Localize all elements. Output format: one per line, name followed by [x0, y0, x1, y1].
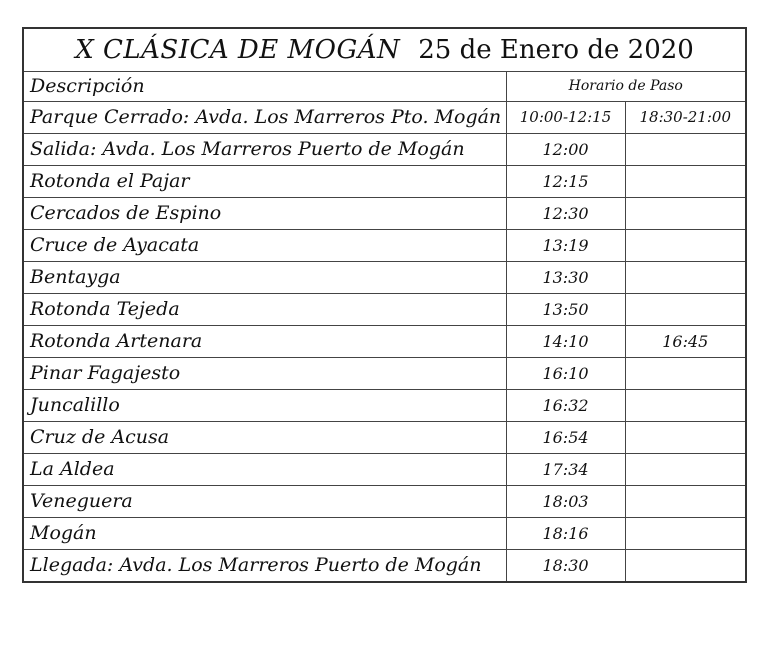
- checkpoint-description: Llegada: Avda. Los Marreros Puerto de Mogán: [24, 549, 506, 581]
- route-rows: [24, 133, 745, 581]
- checkpoint-description: Salida: Avda. Los Marreros Puerto de Mogán: [24, 133, 506, 165]
- pass-time-2: [625, 165, 745, 197]
- pass-time-1: 12:30: [506, 197, 625, 229]
- table-row: [24, 325, 745, 357]
- pass-time-2: [625, 421, 745, 453]
- table-row: [24, 389, 745, 421]
- checkpoint-description: Rotonda Artenara: [24, 325, 506, 357]
- table-row: [24, 197, 745, 229]
- table-row: [24, 261, 745, 293]
- parque-cerrado-slot-1: 10:00-12:15: [506, 101, 625, 133]
- pass-time-2: [625, 485, 745, 517]
- pass-time-2: [625, 293, 745, 325]
- checkpoint-description: Cruce de Ayacata: [24, 229, 506, 261]
- table-row: [24, 485, 745, 517]
- pass-time-2: [625, 357, 745, 389]
- table-row: [24, 453, 745, 485]
- table-row: [24, 357, 745, 389]
- title-row: [24, 29, 745, 71]
- pass-time-1: 13:50: [506, 293, 625, 325]
- checkpoint-description: Rotonda el Pajar: [24, 165, 506, 197]
- pass-time-1: 16:54: [506, 421, 625, 453]
- pass-time-1: 18:03: [506, 485, 625, 517]
- pass-time-1: 16:10: [506, 357, 625, 389]
- schedule-table: [24, 29, 745, 581]
- table-row: [24, 421, 745, 453]
- checkpoint-description: Cruz de Acusa: [24, 421, 506, 453]
- pass-time-2: [625, 133, 745, 165]
- checkpoint-description: Cercados de Espino: [24, 197, 506, 229]
- pass-time-1: 12:00: [506, 133, 625, 165]
- header-row: [24, 71, 745, 101]
- table-row: [24, 517, 745, 549]
- parque-cerrado-slot-2: 18:30-21:00: [625, 101, 745, 133]
- table-row: [24, 549, 745, 581]
- checkpoint-description: Juncalillo: [24, 389, 506, 421]
- pass-time-2: [625, 229, 745, 261]
- schedule-sheet: [22, 27, 747, 583]
- pass-time-1: 16:32: [506, 389, 625, 421]
- pass-time-2: [625, 517, 745, 549]
- pass-time-2: [625, 453, 745, 485]
- table-row: [24, 293, 745, 325]
- page-title: [24, 29, 745, 71]
- pass-time-1: 18:30: [506, 549, 625, 581]
- pass-time-1: 12:15: [506, 165, 625, 197]
- checkpoint-description: Bentayga: [24, 261, 506, 293]
- pass-time-1: 13:30: [506, 261, 625, 293]
- pass-time-2: [625, 261, 745, 293]
- checkpoint-description: Pinar Fagajesto: [24, 357, 506, 389]
- pass-time-2: [625, 197, 745, 229]
- parque-cerrado-row: [24, 101, 745, 133]
- pass-time-2: [625, 549, 745, 581]
- pass-time-2: [625, 389, 745, 421]
- pass-time-1: 17:34: [506, 453, 625, 485]
- description-column-header: Descripción: [24, 71, 506, 101]
- pass-time-1: 18:16: [506, 517, 625, 549]
- checkpoint-description: Rotonda Tejeda: [24, 293, 506, 325]
- pass-time-2: 16:45: [625, 325, 745, 357]
- table-row: [24, 165, 745, 197]
- checkpoint-description: Veneguera: [24, 485, 506, 517]
- parque-cerrado-description: Parque Cerrado: Avda. Los Marreros Pto. Mogán: [24, 101, 506, 133]
- checkpoint-description: La Aldea: [24, 453, 506, 485]
- table-row: [24, 133, 745, 165]
- schedule-group-header: Horario de Paso: [506, 71, 745, 101]
- table-row: [24, 229, 745, 261]
- checkpoint-description: Mogán: [24, 517, 506, 549]
- event-name: X CLÁSICA DE MOGÁN: [75, 34, 401, 65]
- pass-time-1: 14:10: [506, 325, 625, 357]
- pass-time-1: 13:19: [506, 229, 625, 261]
- event-date: 25 de Enero de 2020: [418, 34, 694, 65]
